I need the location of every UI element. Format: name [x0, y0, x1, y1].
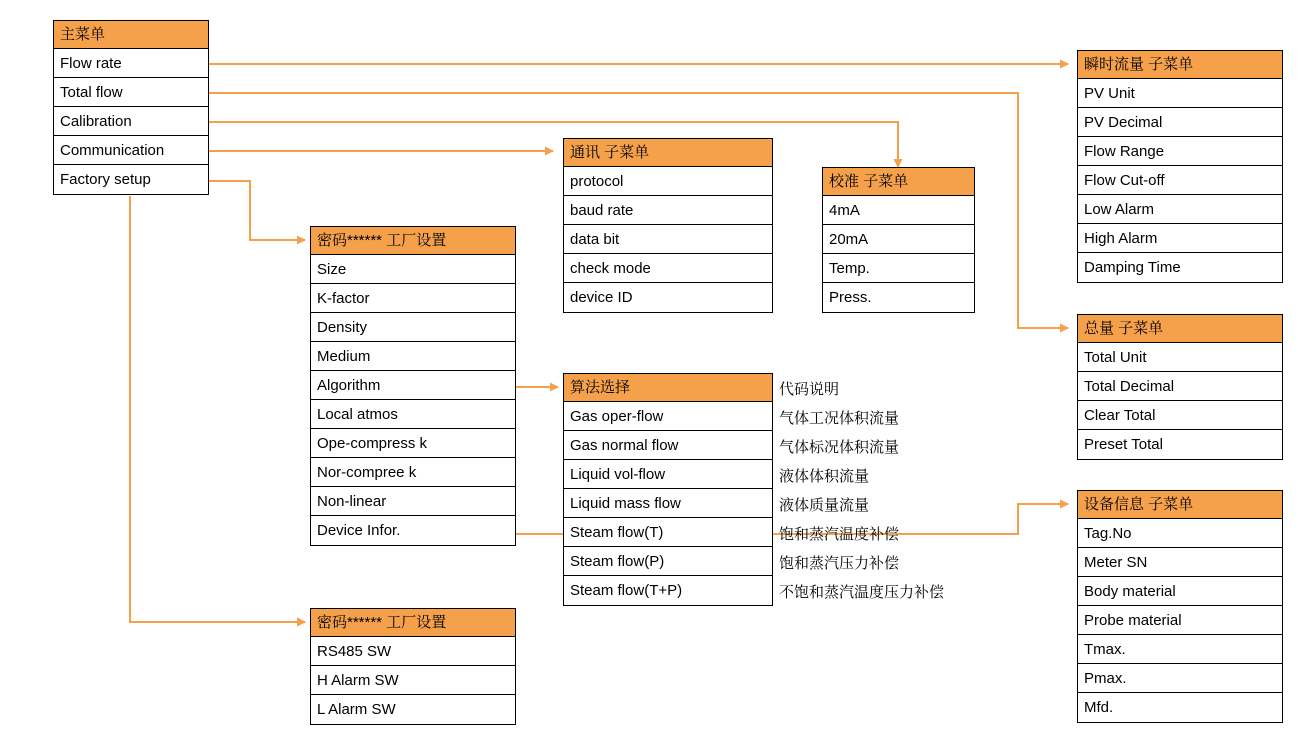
- device-info-item-probe-material[interactable]: Probe material: [1078, 606, 1282, 635]
- factory-setup-2-item-h-alarm-sw[interactable]: H Alarm SW: [311, 666, 515, 695]
- algorithm-note-steam-flow-p: 饱和蒸汽压力补偿: [779, 555, 900, 572]
- device-info-title: 设备信息 子菜单: [1078, 491, 1282, 519]
- device-info-box: [1077, 490, 1283, 723]
- algorithm-title: 算法选择: [564, 374, 772, 402]
- flow-rate-item-pv-decimal[interactable]: PV Decimal: [1078, 108, 1282, 137]
- flow-rate-item-flow-cut-off[interactable]: Flow Cut-off: [1078, 166, 1282, 195]
- factory-setup-1-item-non-linear[interactable]: Non-linear: [311, 487, 515, 516]
- main-menu-item-flow-rate[interactable]: Flow rate: [54, 49, 208, 78]
- algorithm-item-liquid-vol-flow[interactable]: Liquid vol-flow: [564, 460, 772, 489]
- total-flow-item-total-unit[interactable]: Total Unit: [1078, 343, 1282, 372]
- algorithm-note-gas-oper-flow: 气体工况体积流量: [779, 410, 900, 427]
- device-info-item-pmax[interactable]: Pmax.: [1078, 664, 1282, 693]
- main-menu-item-factory-setup[interactable]: Factory setup: [60, 171, 151, 188]
- factory-setup-1-item-size[interactable]: Size: [311, 255, 515, 284]
- algorithm-item-steam-flow-tp[interactable]: Steam flow(T+P): [570, 582, 683, 599]
- flow-rate-item-pv-unit[interactable]: PV Unit: [1078, 79, 1282, 108]
- device-info-item-tag-no[interactable]: Tag.No: [1078, 519, 1282, 548]
- factory-setup-2-item-l-alarm-sw[interactable]: L Alarm SW: [317, 701, 396, 718]
- factory-setup-1-item-nor-compree-k[interactable]: Nor-compree k: [311, 458, 515, 487]
- flow-rate-item-high-alarm[interactable]: High Alarm: [1078, 224, 1282, 253]
- device-info-item-body-material[interactable]: Body material: [1078, 577, 1282, 606]
- factory-setup-2-item-rs485-sw[interactable]: RS485 SW: [311, 637, 515, 666]
- factory-setup-1-item-ope-compress-k[interactable]: Ope-compress k: [311, 429, 515, 458]
- algorithm-note-liquid-vol-flow: 液体体积流量: [779, 468, 870, 485]
- total-flow-item-total-decimal[interactable]: Total Decimal: [1078, 372, 1282, 401]
- algorithm-item-gas-oper-flow[interactable]: Gas oper-flow: [564, 402, 772, 431]
- factory-setup-1-item-k-factor[interactable]: K-factor: [311, 284, 515, 313]
- total-flow-box: [1077, 314, 1283, 460]
- calibration-item-press[interactable]: Press.: [829, 289, 872, 306]
- communication-item-protocol[interactable]: protocol: [564, 167, 772, 196]
- factory-setup-1-item-local-atmos[interactable]: Local atmos: [311, 400, 515, 429]
- algorithm-item-steam-flow-t[interactable]: Steam flow(T): [564, 518, 772, 547]
- flow-rate-title: 瞬时流量 子菜单: [1078, 51, 1282, 79]
- algorithm-box: [563, 373, 773, 606]
- factory-setup-1-item-density[interactable]: Density: [311, 313, 515, 342]
- device-info-item-meter-sn[interactable]: Meter SN: [1078, 548, 1282, 577]
- algorithm-item-steam-flow-p[interactable]: Steam flow(P): [564, 547, 772, 576]
- factory-setup-2-title: 密码****** 工厂设置: [311, 609, 515, 637]
- calibration-box: [822, 167, 975, 313]
- communication-item-device-id[interactable]: device ID: [570, 289, 633, 306]
- total-flow-item-clear-total[interactable]: Clear Total: [1078, 401, 1282, 430]
- communication-item-data-bit[interactable]: data bit: [564, 225, 772, 254]
- algorithm-notes-title: 代码说明: [779, 381, 840, 398]
- device-info-item-tmax[interactable]: Tmax.: [1078, 635, 1282, 664]
- calibration-title: 校准 子菜单: [823, 168, 974, 196]
- main-menu-item-communication[interactable]: Communication: [54, 136, 208, 165]
- communication-item-check-mode[interactable]: check mode: [564, 254, 772, 283]
- flow-rate-item-damping-time[interactable]: Damping Time: [1084, 259, 1181, 276]
- main-menu-item-total-flow[interactable]: Total flow: [54, 78, 208, 107]
- factory-setup-1-item-algorithm[interactable]: Algorithm: [311, 371, 515, 400]
- main-menu-title: 主菜单: [54, 21, 208, 49]
- communication-title: 通讯 子菜单: [564, 139, 772, 167]
- factory-setup-box-2: [310, 608, 516, 725]
- calibration-item-4ma[interactable]: 4mA: [823, 196, 974, 225]
- factory-setup-box-1: [310, 226, 516, 546]
- algorithm-item-gas-normal-flow[interactable]: Gas normal flow: [564, 431, 772, 460]
- total-flow-item-preset-total[interactable]: Preset Total: [1084, 436, 1163, 453]
- communication-box: [563, 138, 773, 313]
- flow-rate-box: [1077, 50, 1283, 283]
- communication-item-baud-rate[interactable]: baud rate: [564, 196, 772, 225]
- calibration-item-temp[interactable]: Temp.: [823, 254, 974, 283]
- factory-setup-1-item-medium[interactable]: Medium: [311, 342, 515, 371]
- factory-setup-1-title: 密码****** 工厂设置: [311, 227, 515, 255]
- algorithm-note-liquid-mass-flow: 液体质量流量: [779, 497, 870, 514]
- algorithm-note-steam-flow-tp: 不饱和蒸汽温度压力补偿: [779, 584, 945, 601]
- calibration-item-20ma[interactable]: 20mA: [823, 225, 974, 254]
- total-flow-title: 总量 子菜单: [1078, 315, 1282, 343]
- factory-setup-1-item-device-infor[interactable]: Device Infor.: [317, 522, 401, 539]
- algorithm-note-steam-flow-t: 饱和蒸汽温度补偿: [779, 526, 900, 543]
- device-info-item-mfd[interactable]: Mfd.: [1084, 699, 1114, 716]
- algorithm-note-gas-normal-flow: 气体标况体积流量: [779, 439, 900, 456]
- main-menu-box: [53, 20, 209, 195]
- main-menu-item-calibration[interactable]: Calibration: [54, 107, 208, 136]
- flow-rate-item-low-alarm[interactable]: Low Alarm: [1078, 195, 1282, 224]
- flow-rate-item-flow-range[interactable]: Flow Range: [1078, 137, 1282, 166]
- algorithm-item-liquid-mass-flow[interactable]: Liquid mass flow: [564, 489, 772, 518]
